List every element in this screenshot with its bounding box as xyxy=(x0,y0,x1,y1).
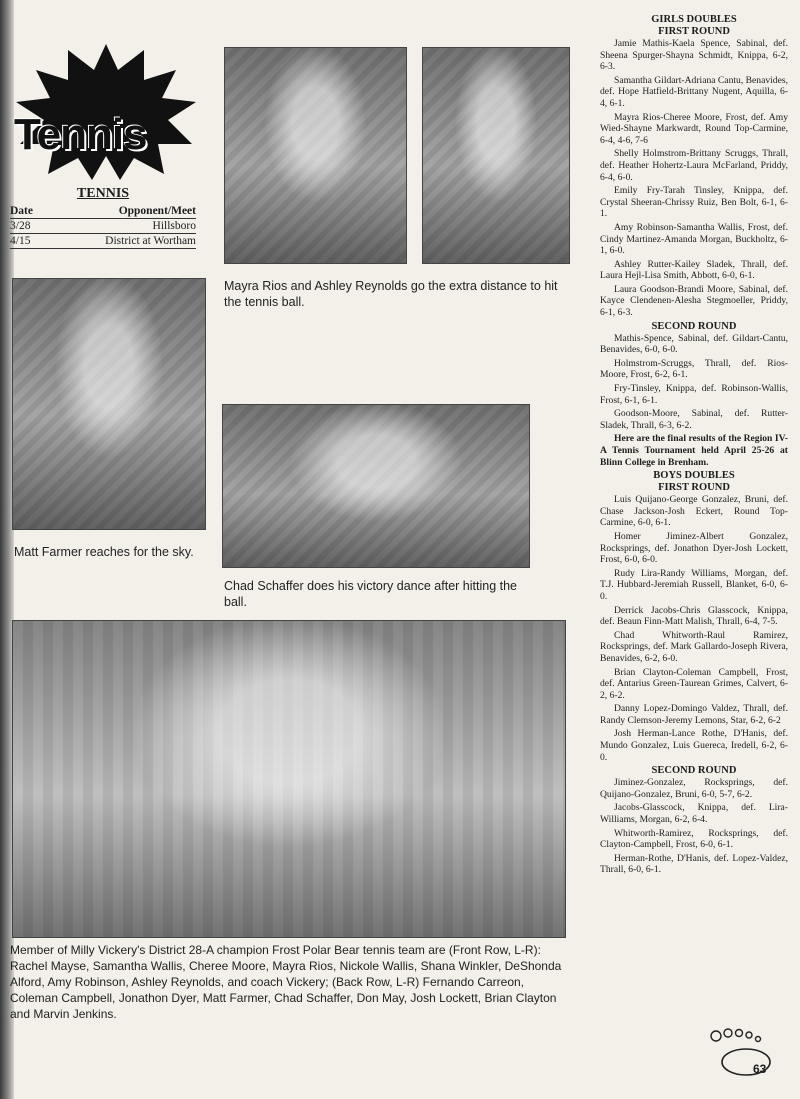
results-entry: Jiminez-Gonzalez, Rocksprings, def. Quijano-Gonzalez, Bruni, 6-0, 5-7, 6-2. xyxy=(600,777,788,800)
results-heading: SECOND ROUND xyxy=(651,765,737,777)
row-opponent: Hillsboro xyxy=(152,220,196,232)
results-entry: Herman-Rothe, D'Hanis, def. Lopez-Valdez, Thrall, 6-0, 6-1. xyxy=(600,852,788,876)
results-heading: FIRST ROUND xyxy=(658,26,730,37)
col-date: Date xyxy=(10,205,33,217)
results-entry: Emily Fry-Tarah Tinsley, Knippa, def. Crystal Sheeran-Chrissy Ruiz, Ben Bolt, 6-1, 6-1. xyxy=(600,185,788,220)
photo-chad-schaffer xyxy=(222,404,530,568)
schedule-header xyxy=(10,204,196,219)
results-entry: Shelly Holmstrom-Brittany Scruggs, Thrall, def. Heather Hohertz-Laura McFarland, Priddy, 6-4, 6-0. xyxy=(600,148,788,183)
tennis-logo xyxy=(6,40,206,180)
photo-mayra-rios xyxy=(224,47,407,264)
logo-text: Tennis xyxy=(14,110,147,159)
schedule-table xyxy=(10,186,196,249)
results-entry: Chad Whitworth-Raul Ramirez, Rocksprings, def. Mark Gallardo-Joseph Rivera, Benavides, 6-2, 6-0. xyxy=(600,629,788,664)
results-entry: Mathis-Spence, Sabinal, def. Gildart-Cantu, Benavides, 6-0, 6-0. xyxy=(600,332,788,356)
photo-ashley-reynolds xyxy=(422,47,570,264)
results-entry: Mayra Rios-Cheree Moore, Frost, def. Amy Wied-Shayne Markwardt, Round Top-Carmine, 6-4, 4-6, 7-6 xyxy=(600,111,788,146)
results-entry: Samantha Gildart-Adriana Cantu, Benavides, def. Hope Hatfield-Brittany Nugent, Aquilla, 6-4, 6-1. xyxy=(600,74,788,109)
photo-team xyxy=(12,620,566,938)
photo-matt-farmer xyxy=(12,278,206,530)
results-entry: Luis Quijano-George Gonzalez, Bruni, def. Chase Jackson-Josh Eckert, Round Top-Carmine, 6-0, 6-1. xyxy=(600,494,788,529)
results-entry: Goodson-Moore, Sabinal, def. Rutter-Sladek, Thrall, 6-3, 6-2. xyxy=(600,408,788,431)
results-heading: GIRLS DOUBLES xyxy=(651,14,737,25)
results-entry: Josh Herman-Lance Rothe, D'Hanis, def. Mundo Gonzalez, Luis Guereca, Iredell, 6-2, 6-0. xyxy=(600,728,788,763)
page-number: 63 xyxy=(753,1062,767,1076)
results-entry: Amy Robinson-Samantha Wallis, Frost, def. Cindy Martinez-Amanda Morgan, Buckholtz, 6-1, 6-0. xyxy=(600,221,788,257)
caption-middle: Chad Schaffer does his victory dance after hitting the ball. xyxy=(224,579,517,609)
results-entry: Ashley Rutter-Kailey Sladek, Thrall, def. Laura Hejl-Lisa Smith, Abbott, 6-0, 6-1. xyxy=(600,258,788,282)
results-entry: Fry-Tinsley, Knippa, def. Robinson-Wallis, Frost, 6-1, 6-1. xyxy=(600,383,788,406)
row-opponent: District at Wortham xyxy=(105,235,196,247)
results-entry: Homer Jiminez-Albert Gonzalez, Rocksprings, def. Jonathon Dyer-Josh Lockett, Frost, 6-0, 6-0. xyxy=(600,530,788,566)
results-entry: Whitworth-Ramirez, Rocksprings, def. Clayton-Campbell, Frost, 6-0, 6-1. xyxy=(600,827,788,851)
results-heading: FIRST ROUND xyxy=(658,482,730,494)
results-entry: Holmstrom-Scruggs, Thrall, def. Rios-Moore, Frost, 6-2, 6-1. xyxy=(600,357,788,381)
results-entry: Brian Clayton-Coleman Campbell, Frost, def. Antarius Green-Taurean Grimes, Calvert, 6-2, 6-2. xyxy=(600,666,788,701)
table-row xyxy=(10,219,196,234)
col-opponent: Opponent/Meet xyxy=(118,205,196,217)
results-entry: Rudy Lira-Randy Williams, Morgan, def. T.J. Hubbard-Jeremiah Russell, Blanket, 6-0, 6-0. xyxy=(600,567,788,602)
caption-left: Matt Farmer reaches for the sky. xyxy=(14,545,194,559)
results-entry: Jamie Mathis-Kaela Spence, Sabinal, def. Sheena Spurger-Shayna Schmidt, Knippa, 6-2, 6-3. xyxy=(600,38,788,73)
results-heading: SECOND ROUND xyxy=(651,320,737,332)
schedule-title: TENNIS xyxy=(76,186,130,201)
results-entry: Danny Lopez-Domingo Valdez, Thrall, def. Randy Clemson-Jeremy Lemons, Star, 6-2, 6-2 xyxy=(600,703,788,726)
results-entry: Jacobs-Glasscock, Knippa, def. Lira-Williams, Morgan, 6-2, 6-4. xyxy=(600,802,788,826)
tournament-results xyxy=(600,14,788,878)
results-heading: BOYS DOUBLES xyxy=(653,470,735,482)
results-entry: Derrick Jacobs-Chris Glasscock, Knippa, def. Beaun Finn-Matt Malish, Thrall, 6-4, 7-5. xyxy=(600,604,788,628)
row-date: 3/28 xyxy=(10,220,31,232)
caption-top: Mayra Rios and Ashley Reynolds go the extra distance to hit the tennis ball. xyxy=(224,279,558,309)
results-entry: Laura Goodson-Brandi Moore, Sabinal, def. Kayce Clendenen-Alesha Stegmoeller, Priddy, 6-1, 6-3. xyxy=(600,283,788,319)
results-entry: Here are the final results of the Region IV-A Tennis Tournament held April 25-26 at Blinn College in Brenham. xyxy=(600,433,788,468)
caption-team: Member of Milly Vickery's District 28-A champion Frost Polar Bear tennis team are (Front Row, L-R): Rachel Mayse, Samantha Wallis, Cheree Moore, Mayra Rios, Nickole Wallis, Shana Winkler, DeShonda Alford, Amy Robinson, Ashley Reynolds, and coach Vickery; (Back Row, L-R) Fernando Carreon, Coleman Campbell, Jonathon Dyer, Matt Farmer, Chad Schaffer, Don May, Josh Lockett, Brian Clayton and Marvin Jenkins. xyxy=(10,943,562,1021)
row-date: 4/15 xyxy=(10,235,31,247)
table-row xyxy=(10,234,196,249)
